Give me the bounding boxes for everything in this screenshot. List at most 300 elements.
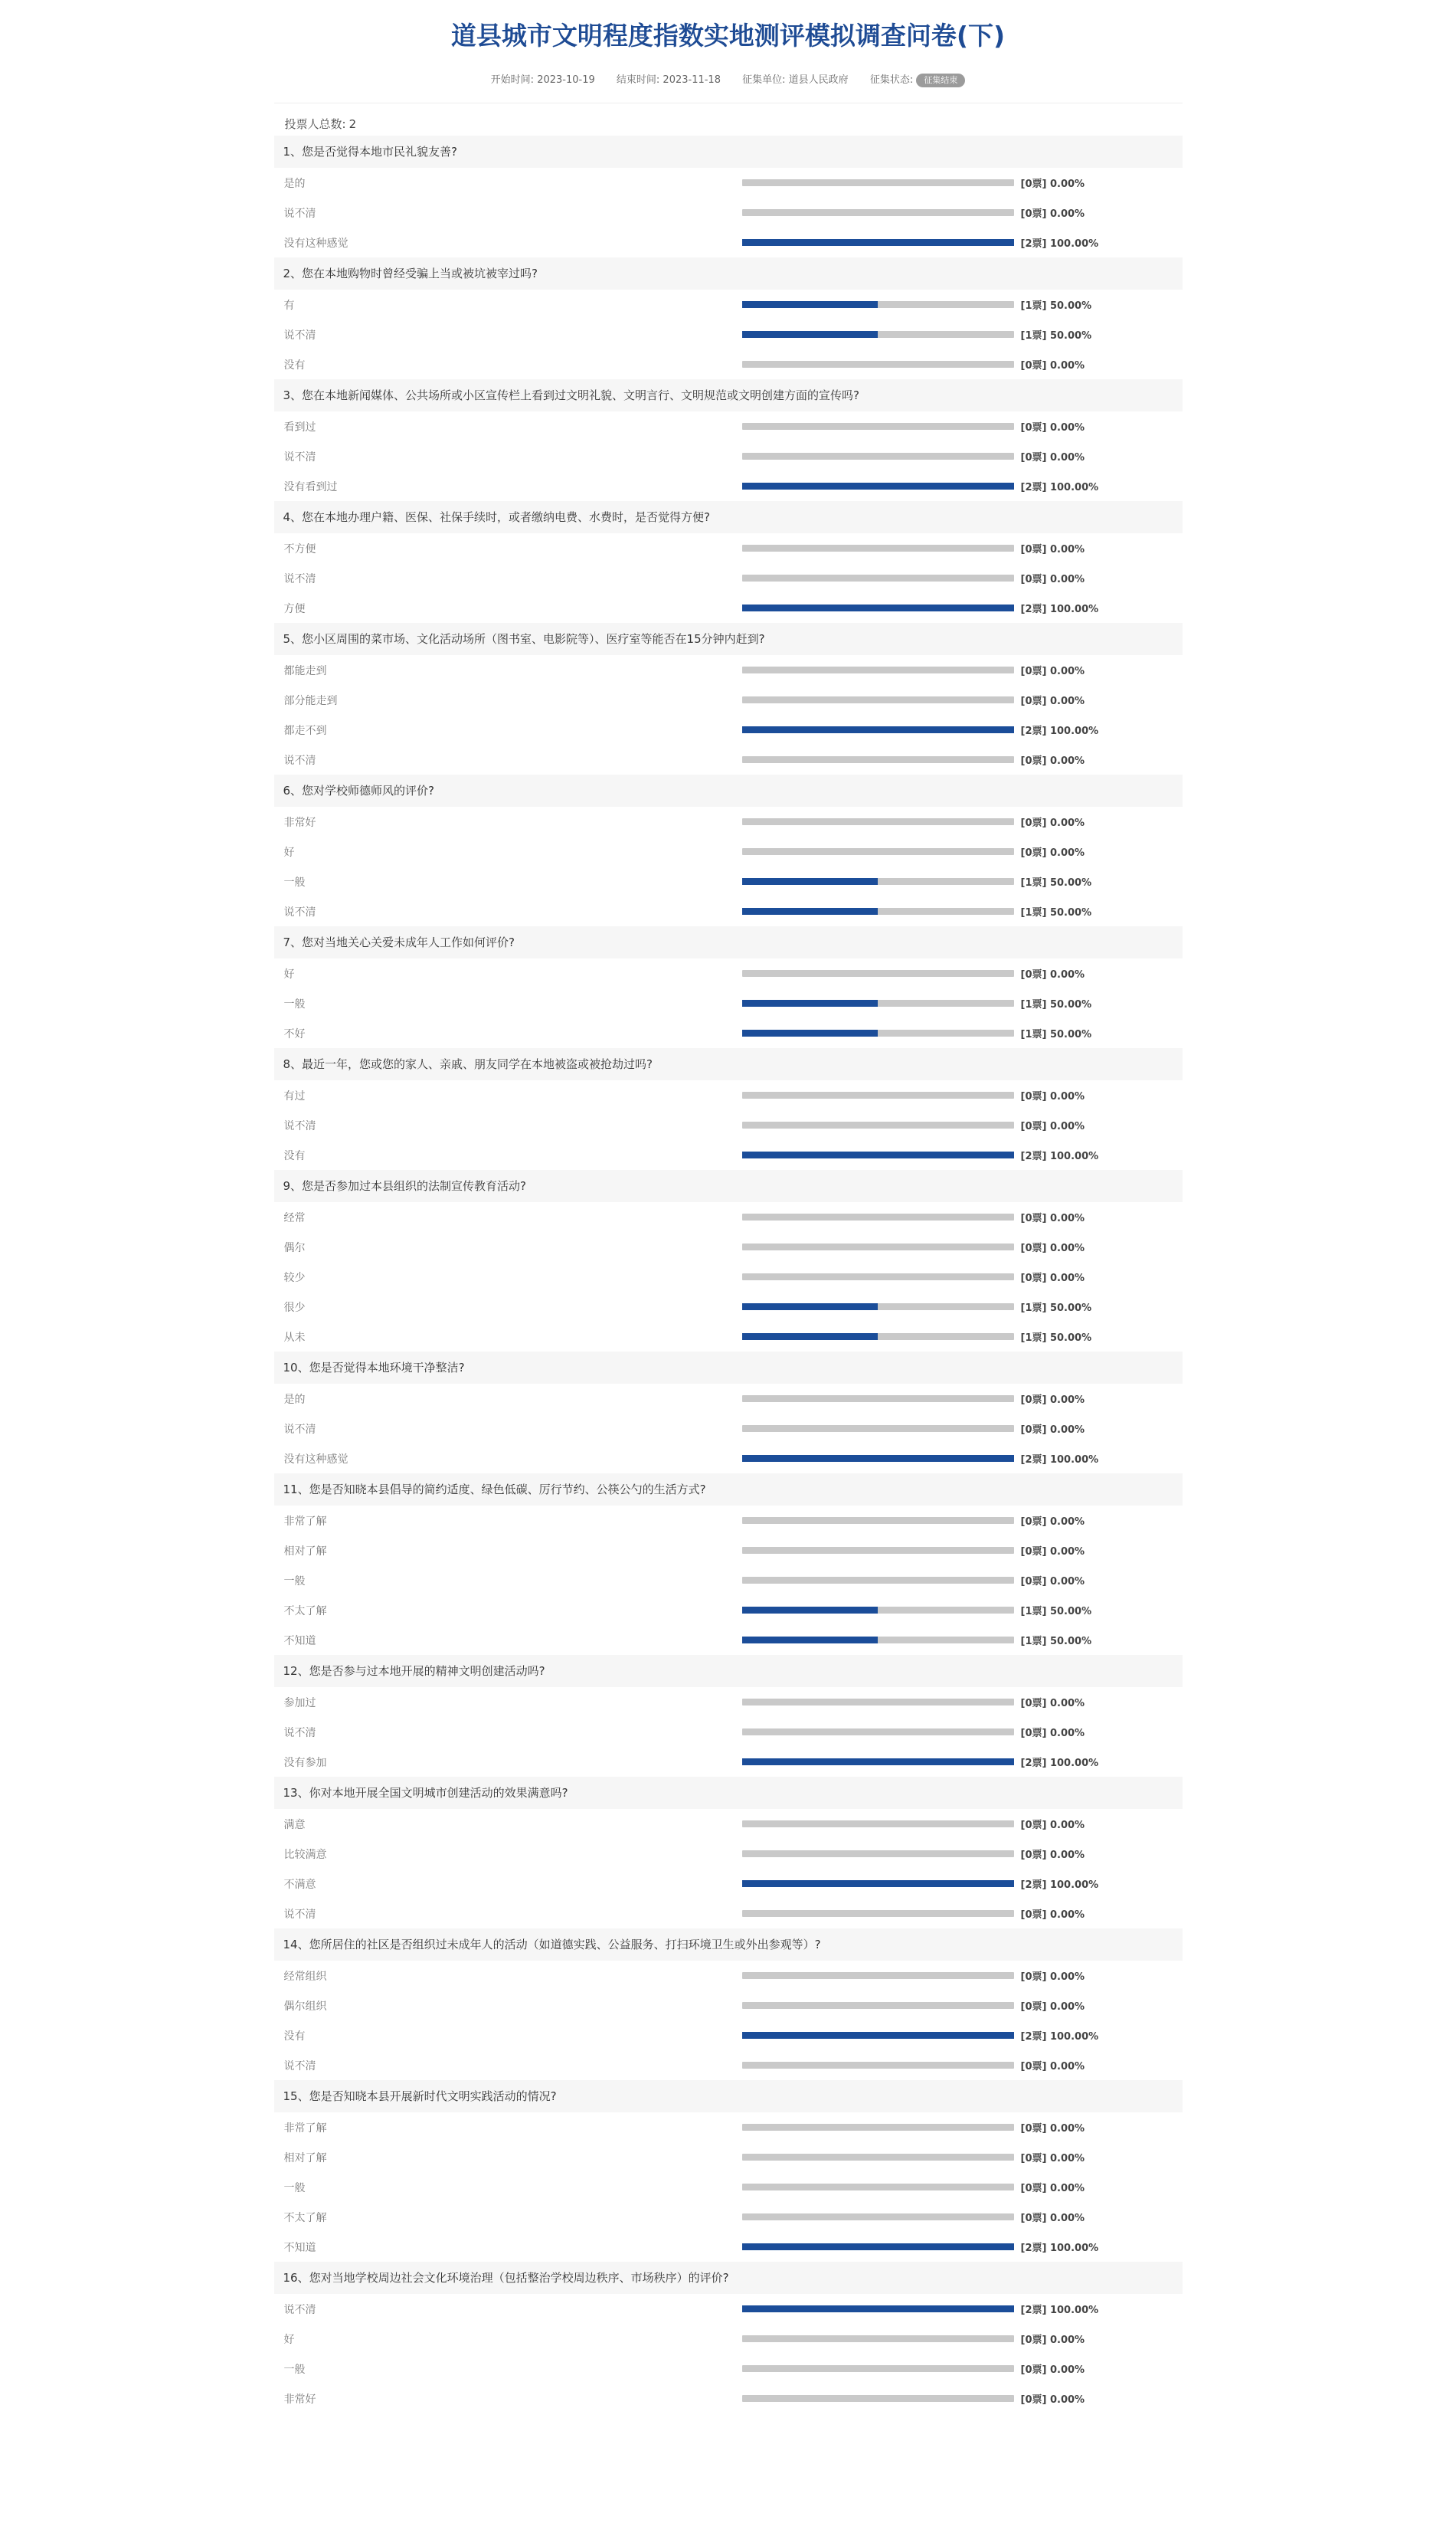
vote-stat: [1票] 50.00% [1020,1636,1092,1647]
question-title: 5、您小区周围的菜市场、文化活动场所（图书室、电影院等）、医疗室等能否在15分钟内赶到? [274,623,1183,655]
option-label: 相对了解 [283,2151,327,2164]
option-row [274,1687,1183,1717]
start-time-value: 2023-10-19 [537,74,595,86]
option-label: 说不清 [283,754,316,767]
result-bar [742,1122,1014,1129]
result-bar [742,667,1014,673]
result-bar [742,239,1014,246]
result-bar-fill [742,1455,1014,1462]
question-title: 9、您是否参加过本县组织的法制宣传教育活动? [274,1170,1183,1202]
option-label: 说不清 [283,572,316,585]
option-row [274,2384,1183,2413]
vote-stat: [0票] 0.00% [1020,1850,1085,1861]
result-bar [742,1880,1014,1887]
result-bar [742,908,1014,915]
question-block [274,1928,1183,2080]
result-bar [742,2062,1014,2069]
option-label: 经常 [283,1211,306,1224]
question-block [274,1473,1183,1655]
result-bar [742,2124,1014,2131]
result-bar-fill [742,1030,879,1037]
result-bar-fill [742,878,879,885]
option-label: 偶尔 [283,1241,306,1254]
vote-stat: [0票] 0.00% [1020,1121,1085,1132]
vote-stat: [0票] 0.00% [1020,818,1085,829]
vote-stat: [0票] 0.00% [1020,2213,1085,2224]
option-row [274,411,1183,441]
option-label: 一般 [283,2363,306,2376]
end-time-value: 2023-11-18 [663,74,721,86]
vote-stat: [0票] 0.00% [1020,208,1085,220]
question-block [274,257,1183,379]
result-bar [742,726,1014,733]
option-row [274,1202,1183,1232]
option-row [274,1961,1183,1991]
status-label: 征集状态: [869,74,914,86]
vote-stat: [0票] 0.00% [1020,1728,1085,1739]
vote-stat: [0票] 0.00% [1020,1820,1085,1831]
option-row [274,745,1183,775]
vote-stat: [1票] 50.00% [1020,877,1092,889]
question-block [274,1352,1183,1473]
result-bar-fill [742,605,1014,611]
option-row [274,1839,1183,1869]
option-row [274,1384,1183,1414]
result-bar [742,209,1014,216]
option-label: 不方便 [283,542,316,555]
option-label: 是的 [283,1393,306,1406]
option-row [274,198,1183,228]
vote-stat: [2票] 100.00% [1020,2243,1099,2254]
option-label: 说不清 [283,906,316,919]
organizer [742,74,849,86]
result-bar [742,696,1014,703]
vote-stat: [1票] 50.00% [1020,907,1092,919]
option-row [274,1991,1183,2020]
question-block [274,2080,1183,2262]
result-bar [742,1333,1014,1340]
option-row [274,1080,1183,1110]
question-title: 13、你对本地开展全国文明城市创建活动的效果满意吗? [274,1777,1183,1809]
option-label: 一般 [283,2181,306,2194]
result-bar [742,1395,1014,1402]
option-row [274,2050,1183,2080]
result-bar-fill [742,2032,1014,2039]
option-label: 没有参加 [283,1756,327,1769]
option-label: 有 [283,299,295,312]
result-bar-fill [742,2305,1014,2312]
option-row [274,2142,1183,2172]
option-label: 一般 [283,1574,306,1588]
option-row [274,988,1183,1018]
result-bar-fill [742,1000,879,1007]
result-bar [742,301,1014,308]
vote-stat: [0票] 0.00% [1020,755,1085,767]
result-bar [742,331,1014,338]
result-bar [742,179,1014,186]
question-title: 6、您对学校师德师风的评价? [274,775,1183,807]
option-label: 好 [283,2333,295,2346]
vote-stat: [2票] 100.00% [1020,1454,1099,1466]
result-bar [742,2305,1014,2312]
option-label: 不好 [283,1027,306,1040]
result-bar [742,878,1014,885]
result-bar [742,545,1014,552]
vote-stat: [0票] 0.00% [1020,696,1085,707]
option-label: 好 [283,968,295,981]
vote-stat: [0票] 0.00% [1020,179,1085,190]
result-bar [742,1577,1014,1584]
option-label: 好 [283,846,295,859]
result-bar [742,2032,1014,2039]
option-label: 没有看到过 [283,480,338,493]
result-bar-fill [742,908,879,915]
option-label: 没有这种感觉 [283,1453,348,1466]
vote-stat: [1票] 50.00% [1020,1029,1092,1040]
option-row [274,958,1183,988]
option-row [274,1899,1183,1928]
option-row [274,2232,1183,2262]
option-label: 经常组织 [283,1970,327,1983]
result-bar-fill [742,1333,879,1340]
start-time-label: 开始时间: [490,74,535,86]
option-label: 很少 [283,1301,306,1314]
result-bar [742,361,1014,368]
result-bar [742,2154,1014,2161]
option-label: 不太了解 [283,2211,327,2224]
option-row [274,1506,1183,1535]
vote-stat: [1票] 50.00% [1020,999,1092,1011]
vote-stat: [2票] 100.00% [1020,1758,1099,1769]
organizer-label: 征集单位: [742,74,786,86]
option-label: 说不清 [283,329,316,342]
total-voters-label: 投票人总数: [284,117,346,131]
result-bar [742,1637,1014,1643]
option-label: 说不清 [283,451,316,464]
option-row [274,471,1183,501]
vote-stat: [0票] 0.00% [1020,1213,1085,1224]
option-row [274,2112,1183,2142]
vote-stat: [0票] 0.00% [1020,2364,1085,2376]
vote-stat: [0票] 0.00% [1020,2153,1085,2164]
result-bar [742,1455,1014,1462]
question-title: 14、您所居住的社区是否组织过未成年人的活动（如道德实践、公益服务、打扫环境卫生或外出参观等）? [274,1928,1183,1961]
option-label: 说不清 [283,1726,316,1739]
option-row [274,1717,1183,1747]
result-bar [742,1152,1014,1158]
vote-stat: [1票] 50.00% [1020,1606,1092,1617]
option-label: 偶尔组织 [283,2000,327,2013]
question-block [274,2262,1183,2413]
option-label: 看到过 [283,421,316,434]
option-row [274,655,1183,685]
result-bar [742,1820,1014,1827]
vote-stat: [0票] 0.00% [1020,969,1085,981]
result-bar [742,1000,1014,1007]
option-label: 不太了解 [283,1604,327,1617]
option-label: 不满意 [283,1878,316,1891]
question-title: 2、您在本地购物时曾经受骗上当或被坑被宰过吗? [274,257,1183,290]
question-title: 4、您在本地办理户籍、医保、社保手续时，或者缴纳电费、水费时，是否觉得方便? [274,501,1183,533]
result-bar-fill [742,1607,879,1614]
result-bar-fill [742,1303,879,1310]
option-label: 比较满意 [283,1848,327,1861]
vote-stat: [0票] 0.00% [1020,1273,1085,1284]
option-label: 说不清 [283,2059,316,2072]
result-bar [742,453,1014,460]
vote-stat: [0票] 0.00% [1020,1394,1085,1406]
option-row [274,1262,1183,1292]
vote-stat: [0票] 0.00% [1020,2123,1085,2135]
result-bar-fill [742,726,1014,733]
option-row [274,1747,1183,1777]
option-row [274,2324,1183,2354]
vote-stat: [0票] 0.00% [1020,1091,1085,1103]
question-block [274,926,1183,1048]
option-row [274,807,1183,837]
option-label: 相对了解 [283,1545,327,1558]
result-bar [742,2002,1014,2009]
question-title: 8、最近一年，您或您的家人、亲戚、朋友同学在本地被盗或被抢劫过吗? [274,1048,1183,1080]
vote-stat: [2票] 100.00% [1020,238,1099,250]
vote-stat: [0票] 0.00% [1020,452,1085,464]
vote-stat: [0票] 0.00% [1020,2394,1085,2406]
question-block [274,623,1183,775]
vote-stat: [2票] 100.00% [1020,726,1099,737]
vote-stat: [0票] 0.00% [1020,1516,1085,1528]
option-row [274,533,1183,563]
option-label: 都能走到 [283,664,327,677]
result-bar [742,1728,1014,1735]
result-bar-fill [742,1880,1014,1887]
option-label: 非常好 [283,2393,316,2406]
option-row [274,319,1183,349]
option-row [274,1443,1183,1473]
vote-stat: [0票] 0.00% [1020,1243,1085,1254]
option-label: 一般 [283,998,306,1011]
vote-stat: [1票] 50.00% [1020,1332,1092,1344]
result-bar [742,1303,1014,1310]
option-row [274,1595,1183,1625]
vote-stat: [2票] 100.00% [1020,1879,1099,1891]
option-row [274,1809,1183,1839]
result-bar [742,818,1014,825]
vote-stat: [2票] 100.00% [1020,1151,1099,1162]
question-list [274,136,1183,2413]
vote-stat: [2票] 100.00% [1020,2031,1099,2043]
question-title: 11、您是否知晓本县倡导的简约适度、绿色低碳、厉行节约、公筷公勺的生活方式? [274,1473,1183,1506]
start-time [491,74,595,86]
option-label: 非常了解 [283,1515,327,1528]
vote-stat: [0票] 0.00% [1020,2335,1085,2346]
total-voters-value: 2 [348,117,357,131]
result-bar [742,1243,1014,1250]
option-label: 非常好 [283,816,316,829]
result-bar [742,2365,1014,2372]
question-title: 10、您是否觉得本地环境干净整洁? [274,1352,1183,1384]
option-label: 说不清 [283,1908,316,1921]
vote-stat: [1票] 50.00% [1020,330,1092,342]
question-block [274,1048,1183,1170]
option-row [274,593,1183,623]
result-bar [742,1273,1014,1280]
option-label: 说不清 [283,207,316,220]
option-label: 满意 [283,1818,306,1831]
question-title: 15、您是否知晓本县开展新时代文明实践活动的情况? [274,2080,1183,2112]
option-row [274,1414,1183,1443]
option-row [274,685,1183,715]
vote-stat: [0票] 0.00% [1020,2183,1085,2194]
result-bar [742,1030,1014,1037]
option-label: 没有 [283,359,306,372]
question-block [274,1777,1183,1928]
result-bar-fill [742,2243,1014,2250]
option-row [274,2202,1183,2232]
option-label: 有过 [283,1089,306,1103]
result-bar-fill [742,301,879,308]
vote-stat: [1票] 50.00% [1020,300,1092,312]
option-row [274,2294,1183,2324]
option-row [274,1869,1183,1899]
option-row [274,715,1183,745]
option-row [274,1110,1183,1140]
result-bar [742,2213,1014,2220]
question-title: 7、您对当地关心关爱未成年人工作如何评价? [274,926,1183,958]
vote-stat: [0票] 0.00% [1020,2061,1085,2072]
option-label: 说不清 [283,1423,316,1436]
option-row [274,168,1183,198]
result-bar [742,1517,1014,1524]
option-row [274,2172,1183,2202]
page-title: 道县城市文明程度指数实地测评模拟调查问卷(下) [450,21,1006,51]
result-bar [742,756,1014,763]
question-block [274,1655,1183,1777]
result-bar [742,1972,1014,1979]
question-title: 1、您是否觉得本地市民礼貌友善? [274,136,1183,168]
option-label: 不知道 [283,2241,316,2254]
option-label: 没有 [283,2030,306,2043]
option-row [274,896,1183,926]
option-row [274,2020,1183,2050]
vote-stat: [2票] 100.00% [1020,482,1099,493]
option-label: 一般 [283,876,306,889]
question-title: 3、您在本地新闻媒体、公共场所或小区宣传栏上看到过文明礼貌、文明言行、文明规范或文明创建方面的宣传吗? [274,379,1183,411]
question-title: 16、您对当地学校周边社会文化环境治理（包括整治学校周边秩序、市场秩序）的评价? [274,2262,1183,2294]
result-bar [742,2335,1014,2342]
result-bar-fill [742,1152,1014,1158]
vote-stat: [0票] 0.00% [1020,666,1085,677]
vote-stat: [0票] 0.00% [1020,1424,1085,1436]
option-label: 是的 [283,177,306,190]
result-bar [742,1214,1014,1221]
vote-stat: [0票] 0.00% [1020,544,1085,555]
option-row [274,1322,1183,1352]
result-bar [742,2395,1014,2402]
option-label: 参加过 [283,1696,316,1709]
option-label: 没有 [283,1149,306,1162]
option-row [274,1232,1183,1262]
question-block [274,501,1183,623]
option-row [274,228,1183,257]
survey-results-page [274,0,1183,2413]
option-row [274,867,1183,896]
option-row [274,290,1183,319]
option-row [274,1018,1183,1048]
option-label: 部分能走到 [283,694,338,707]
vote-stat: [0票] 0.00% [1020,360,1085,372]
result-bar [742,2184,1014,2190]
question-block [274,1170,1183,1352]
result-bar-fill [742,239,1014,246]
vote-stat: [0票] 0.00% [1020,1576,1085,1588]
option-row [274,1535,1183,1565]
option-row [274,837,1183,867]
option-row [274,1292,1183,1322]
total-voters [274,113,1183,136]
option-label: 说不清 [283,1119,316,1132]
status [870,74,966,86]
option-row [274,441,1183,471]
vote-stat: [2票] 100.00% [1020,604,1099,615]
option-row [274,1140,1183,1170]
option-label: 非常了解 [283,2122,327,2135]
result-bar [742,1850,1014,1857]
option-label: 较少 [283,1271,306,1284]
result-bar [742,1425,1014,1432]
option-row [274,2354,1183,2384]
result-bar-fill [742,1637,879,1643]
end-time [617,74,721,86]
vote-stat: [0票] 0.00% [1020,1971,1085,1983]
result-bar [742,1092,1014,1099]
result-bar-fill [742,483,1014,490]
vote-stat: [1票] 50.00% [1020,1302,1092,1314]
vote-stat: [0票] 0.00% [1020,422,1085,434]
vote-stat: [0票] 0.00% [1020,847,1085,859]
result-bar [742,605,1014,611]
option-label: 都走不到 [283,724,327,737]
result-bar [742,1607,1014,1614]
result-bar [742,848,1014,855]
result-bar [742,970,1014,977]
vote-stat: [0票] 0.00% [1020,1698,1085,1709]
option-label: 不知道 [283,1634,316,1647]
status-badge: 征集结束 [916,74,965,87]
result-bar [742,483,1014,490]
result-bar [742,1699,1014,1705]
question-block [274,379,1183,501]
question-title: 12、您是否参与过本地开展的精神文明创建活动吗? [274,1655,1183,1687]
vote-stat: [2票] 100.00% [1020,2305,1099,2316]
vote-stat: [0票] 0.00% [1020,2001,1085,2013]
result-bar-fill [742,331,879,338]
result-bar [742,423,1014,430]
option-row [274,1565,1183,1595]
result-bar [742,575,1014,582]
end-time-label: 结束时间: [616,74,660,86]
option-row [274,563,1183,593]
result-bar [742,2243,1014,2250]
result-bar [742,1547,1014,1554]
option-label: 说不清 [283,2303,316,2316]
vote-stat: [0票] 0.00% [1020,1546,1085,1558]
question-block [274,775,1183,926]
organizer-value: 道县人民政府 [788,74,849,86]
option-label: 方便 [283,602,306,615]
option-label: 从未 [283,1331,306,1344]
result-bar [742,1910,1014,1917]
option-row [274,1625,1183,1655]
